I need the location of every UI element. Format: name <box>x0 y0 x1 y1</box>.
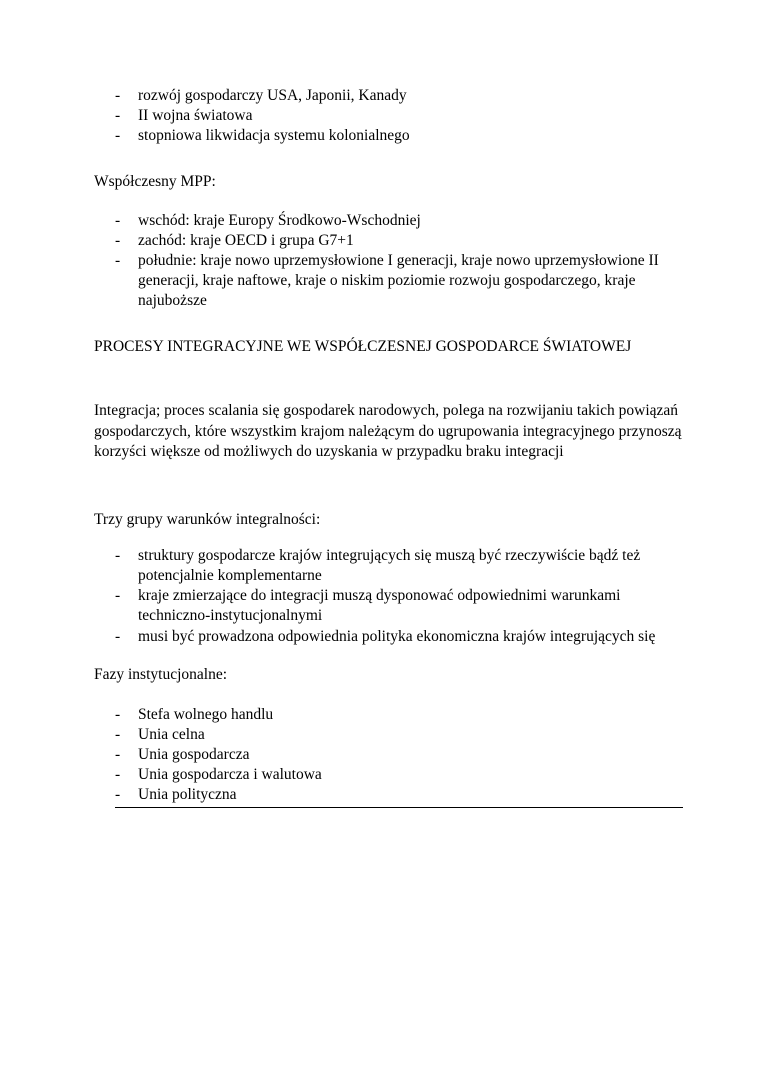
bullet-dash: - <box>115 746 121 764</box>
bullet-dash: - <box>115 87 121 104</box>
list-item-text: II wojna światowa <box>138 107 253 125</box>
section-heading-procesy: PROCESY INTEGRACYJNE WE WSPÓŁCZESNEJ GOSPODARCE ŚWIATOWEJ <box>94 338 632 356</box>
bullet-list-warunki <box>115 546 684 647</box>
bullet-dash: - <box>115 725 121 743</box>
bullet-dash: - <box>115 766 121 784</box>
list-item-text: struktury gospodarcze krajów integrujących się muszą być rzeczywiście bądź też potencjalnie komplementarne <box>138 546 641 585</box>
bullet-dash: - <box>115 211 121 229</box>
bullet-dash: - <box>115 251 121 269</box>
list-item <box>115 211 684 231</box>
list-item <box>115 126 684 146</box>
bullet-dash: - <box>115 587 121 605</box>
list-item <box>115 546 684 586</box>
list-item <box>115 86 684 106</box>
list-item <box>115 586 684 626</box>
list-item <box>115 251 684 311</box>
bullet-dash: - <box>115 127 121 145</box>
list-item <box>115 705 684 725</box>
section-heading-fazy: Fazy instytucjonalne: <box>94 665 228 683</box>
list-item <box>115 627 684 647</box>
list-item <box>115 765 684 785</box>
list-item <box>115 725 684 745</box>
list-item <box>115 231 684 251</box>
list-item-text: wschód: kraje Europy Środkowo-Wschodniej <box>138 211 421 229</box>
document-content <box>94 86 684 808</box>
bullet-dash: - <box>115 107 121 125</box>
bullet-dash: - <box>115 627 121 645</box>
paragraph-integracja: Integracja; proces scalania się gospodarek narodowych, polega na rozwijaniu takich powiązań gospodarczych, które wszystkim krajom należącym do ugrupowania integracyjnego przynoszą korzyści większe od możliwych do uzyskania w przypadku braku integracji <box>94 402 682 460</box>
separator-line <box>115 807 683 808</box>
list-item-text: rozwój gospodarczy USA, Japonii, Kanady <box>138 87 407 104</box>
list-item-text: kraje zmierzające do integracji muszą dysponować odpowiednimi warunkami techniczno-instytucjonalnymi <box>138 587 621 625</box>
list-item-text: zachód: kraje OECD i grupa G7+1 <box>138 231 354 249</box>
list-item-text: Stefa wolnego handlu <box>138 705 274 723</box>
list-item <box>115 106 684 126</box>
list-item-text: stopniowa likwidacja systemu kolonialnego <box>138 127 410 145</box>
list-item-text: Unia gospodarcza <box>138 746 250 764</box>
list-item-text: Unia polityczna <box>138 786 237 804</box>
bullet-dash: - <box>115 786 121 804</box>
list-item <box>115 785 684 805</box>
list-item-text: Unia gospodarcza i walutowa <box>138 766 322 784</box>
bullet-list-origins <box>115 86 684 146</box>
bullet-list-fazy <box>115 705 684 806</box>
list-item-text: południe: kraje nowo uprzemysłowione I generacji, kraje nowo uprzemysłowione II generacji, kraje naftowe, kraje o niskim poziomie rozwoju gospodarczego, kraje najuboższe <box>138 251 659 310</box>
section-heading-warunki: Trzy grupy warunków integralności: <box>94 510 321 528</box>
section-heading-mpp: Współczesny MPP: <box>94 173 216 191</box>
list-item <box>115 745 684 765</box>
bullet-dash: - <box>115 546 121 564</box>
bullet-dash: - <box>115 231 121 249</box>
list-item-text: musi być prowadzona odpowiednia polityka ekonomiczna krajów integrujących się <box>138 627 656 645</box>
list-item-text: Unia celna <box>138 725 205 743</box>
bullet-list-mpp <box>115 211 684 312</box>
bullet-dash: - <box>115 705 121 723</box>
